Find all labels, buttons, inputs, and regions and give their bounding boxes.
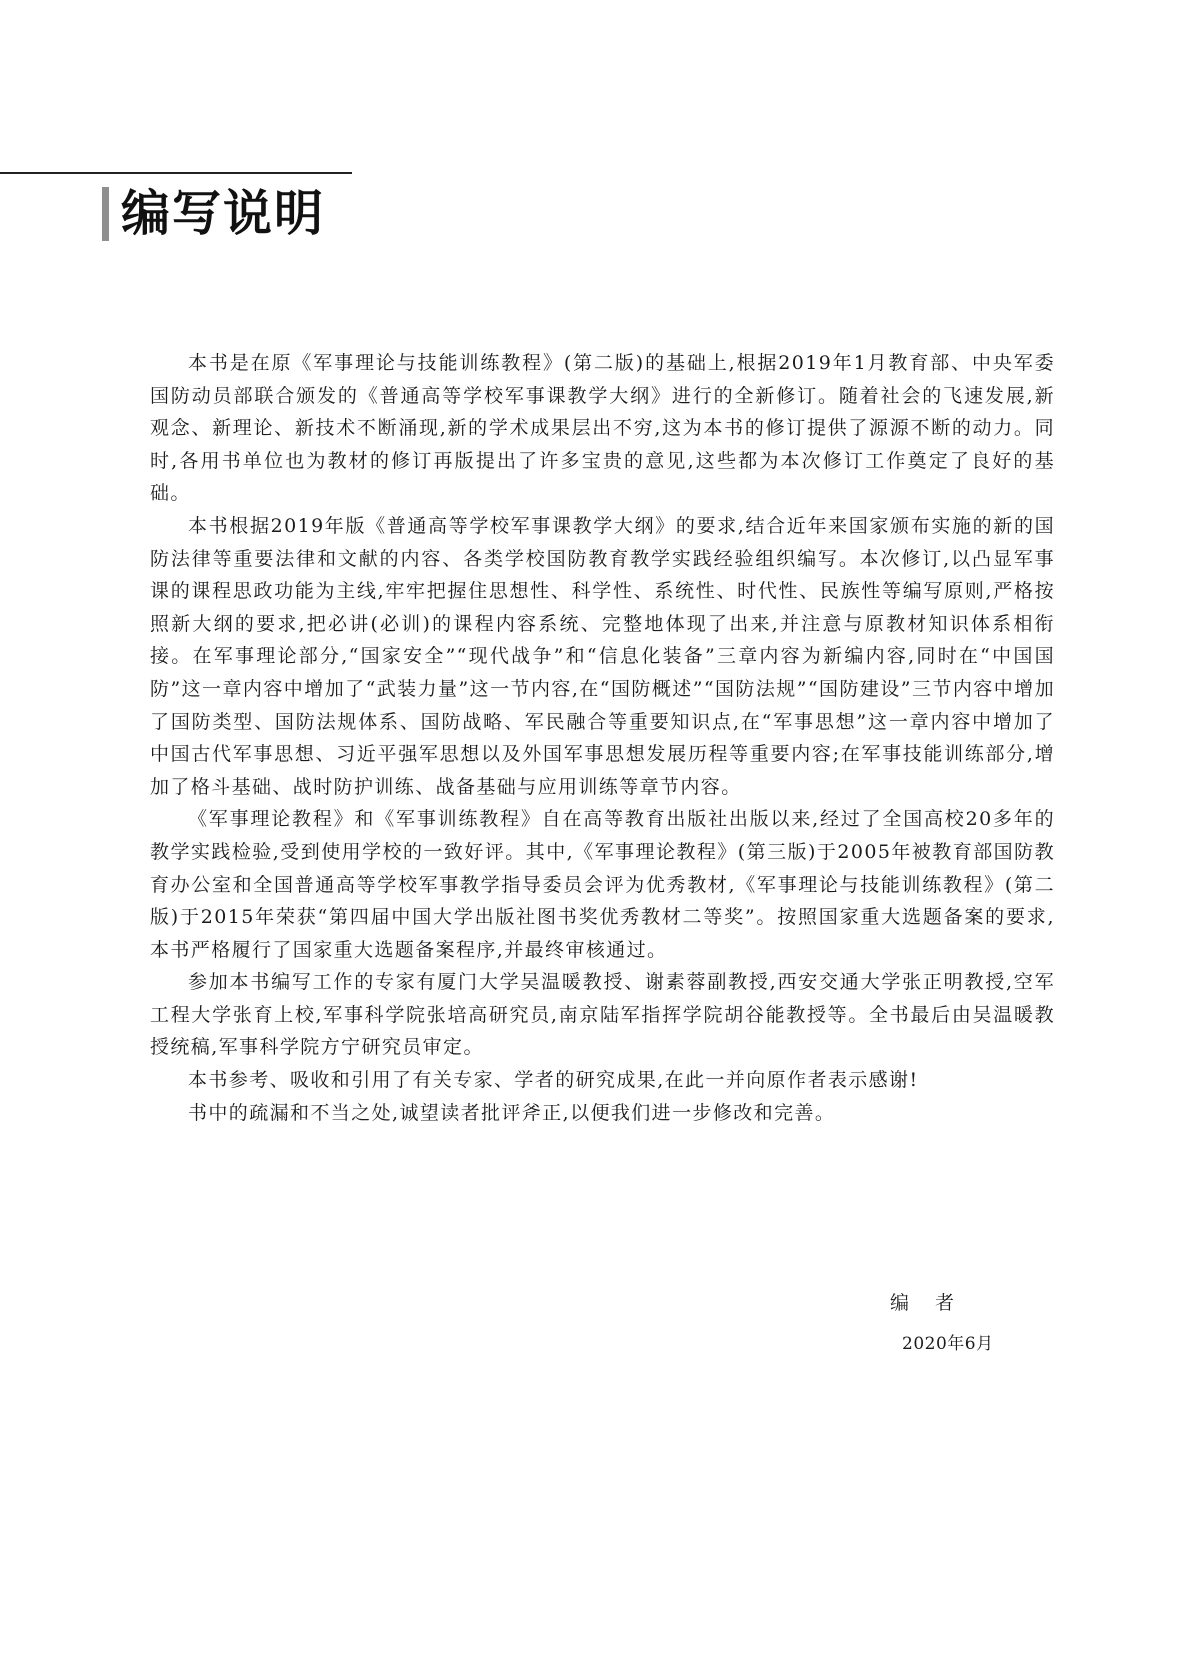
top-rule — [0, 172, 352, 174]
page-title-block — [102, 186, 325, 242]
paragraph: 书中的疏漏和不当之处,诚望读者批评斧正,以便我们进一步修改和完善。 — [188, 1101, 836, 1124]
paragraph: 本书参考、吸收和引用了有关专家、学者的研究成果,在此一并向原作者表示感谢! — [188, 1069, 919, 1092]
title-accent-bar — [102, 187, 109, 241]
paragraph: 参加本书编写工作的专家有厦门大学吴温暖教授、谢素蓉副教授,西安交通大学张正明教授,空军工程大学张育上校,军事科学院张培高研究员,南京陆军指挥学院胡谷能教授等。全书最后由吴温暖教授统稿,军事科学院方宁研究员审定。 — [150, 971, 1055, 1059]
author-signature: 编者 — [890, 1292, 981, 1314]
body-text — [150, 347, 1055, 1129]
date: 2020年6月 — [902, 1334, 994, 1354]
page-title: 编写说明 — [121, 185, 326, 242]
paragraph: 本书根据2019年版《普通高等学校军事课教学大纲》的要求,结合近年来国家颁布实施的新的国防法律等重要法律和文献的内容、各类学校国防教育教学实践经验组织编写。本次修订,以凸显军事课的课程思政功能为主线,牢牢把握住思想性、科学性、系统性、时代性、民族性等编写原则,严格按照新大纲的要求,把必讲(必训)的课程内容系统、完整地体现了出来,并注意与原教材知识体系相衔接。在军事理论部分,“国家安全”“现代战争”和“信息化装备”三章内容为新编内容,同时在“中国国防”这一章内容中增加了“武装力量”这一节内容,在“国防概述”“国防法规”“国防建设”三节内容中增加了国防类型、国防法规体系、国防战略、军民融合等重要知识点,在“军事思想”这一章内容中增加了中国古代军事思想、习近平强军思想以及外国军事思想发展历程等重要内容;在军事技能训练部分,增加了格斗基础、战时防护训练、战备基础与应用训练等章节内容。 — [150, 514, 1055, 798]
paragraph: 本书是在原《军事理论与技能训练教程》(第二版)的基础上,根据2019年1月教育部、中央军委国防动员部联合颁发的《普通高等学校军事课教学大纲》进行的全新修订。随着社会的飞速发展,新观念、新理论、新技术不断涌现,新的学术成果层出不穷,这为本书的修订提供了源源不断的动力。同时,各用书单位也为教材的修订再版提出了许多宝贵的意见,这些都为本次修订工作奠定了良好的基础。 — [150, 352, 1055, 505]
paragraph: 《军事理论教程》和《军事训练教程》自在高等教育出版社出版以来,经过了全国高校20多年的教学实践检验,受到使用学校的一致好评。其中,《军事理论教程》(第三版)于2005年被教育部国防教育办公室和全国普通高等学校军事教学指导委员会评为优秀教材,《军事理论与技能训练教程》(第二版)于2015年荣获“第四届中国大学出版社图书奖优秀教材二等奖”。按照国家重大选题备案的要求,本书严格履行了国家重大选题备案程序,并最终审核通过。 — [150, 808, 1055, 961]
